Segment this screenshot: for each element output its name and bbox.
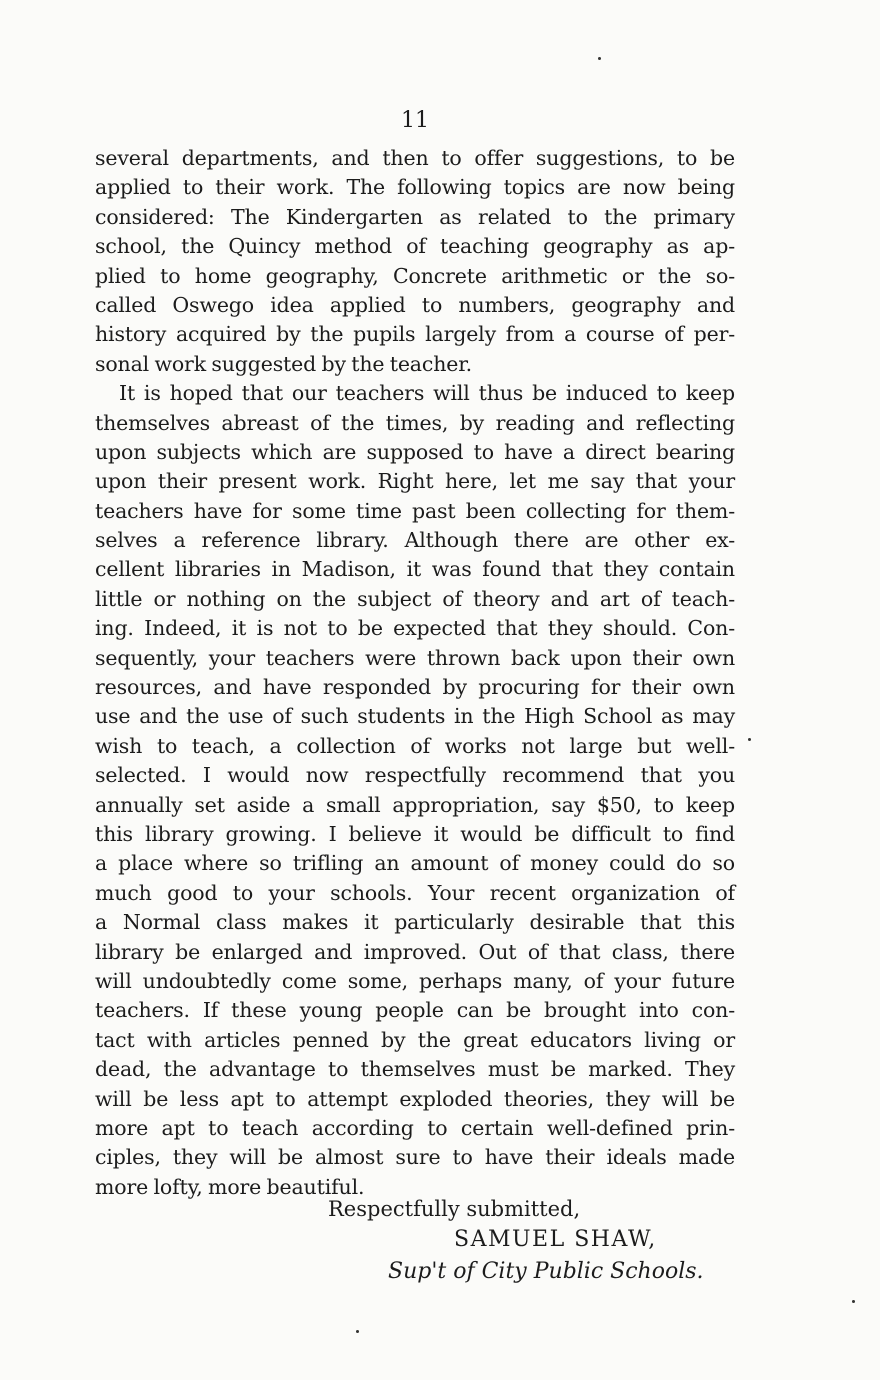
text-line: history acquired by the pupils largely from a course of per- bbox=[95, 322, 735, 347]
text-line: cellent libraries in Madison, it was found that they contain bbox=[95, 557, 735, 582]
body-text bbox=[95, 144, 735, 1202]
text-line: sonal work suggested by the teacher. bbox=[95, 351, 472, 376]
text-line: more lofty, more beautiful. bbox=[95, 1174, 365, 1199]
text-line: much good to your schools. Your recent organization of bbox=[95, 880, 735, 905]
scan-speck bbox=[852, 1300, 855, 1303]
text-line: themselves abreast of the times, by reading and reflecting bbox=[95, 410, 735, 435]
text-line: teachers have for some time past been collecting for them- bbox=[95, 498, 735, 523]
text-line: this library growing. I believe it would be difficult to find bbox=[95, 821, 735, 846]
text-line: upon subjects which are supposed to have a direct bearing bbox=[95, 439, 735, 464]
text-line: teachers. If these young people can be brought into con- bbox=[95, 998, 735, 1023]
closing-salutation: Respectfully submitted, bbox=[328, 1197, 581, 1221]
text-line: tact with articles penned by the great educators living or bbox=[95, 1027, 735, 1052]
text-line: dead, the advantage to themselves must be marked. They bbox=[95, 1057, 735, 1082]
text-line: school, the Quincy method of teaching geography as ap- bbox=[95, 234, 735, 259]
text-line: wish to teach, a collection of works not large but well- bbox=[95, 733, 735, 758]
text-line: resources, and have responded by procuring for their own bbox=[95, 675, 735, 700]
text-line: more apt to teach according to certain well-defined prin- bbox=[95, 1115, 735, 1140]
scan-speck bbox=[748, 738, 751, 741]
page-number: 11 bbox=[401, 108, 429, 133]
text-line: little or nothing on the subject of theory and art of teach- bbox=[95, 586, 735, 611]
text-line: ciples, they will be almost sure to have their ideals made bbox=[95, 1145, 735, 1170]
text-line: sequently, your teachers were thrown back upon their own bbox=[95, 645, 735, 670]
text-line: selected. I would now respectfully recommend that you bbox=[95, 763, 735, 788]
text-line: selves a reference library. Although there are other ex- bbox=[95, 528, 735, 553]
scan-speck bbox=[598, 57, 601, 60]
text-line: library be enlarged and improved. Out of that class, there bbox=[95, 939, 735, 964]
text-line: ing. Indeed, it is not to be expected that they should. Con- bbox=[95, 616, 735, 641]
text-line: a Normal class makes it particularly desirable that this bbox=[95, 910, 735, 935]
text-line: called Oswego idea applied to numbers, geography and bbox=[95, 292, 735, 317]
text-line: annually set aside a small appropriation, say $50, to keep bbox=[95, 792, 735, 817]
text-line: a place where so trifling an amount of money could do so bbox=[95, 851, 735, 876]
text-line: several departments, and then to offer suggestions, to be bbox=[95, 146, 735, 170]
signatory-name: SAMUEL SHAW, bbox=[454, 1227, 657, 1252]
text-line: plied to home geography, Concrete arithmetic or the so- bbox=[95, 263, 735, 288]
text-line: upon their present work. Right here, let me say that your bbox=[95, 469, 735, 494]
text-line: It is hoped that our teachers will thus be induced to keep bbox=[119, 381, 735, 406]
signatory-title: Sup't of City Public Schools. bbox=[388, 1259, 704, 1284]
text-line: use and the use of such students in the High School as may bbox=[95, 704, 735, 729]
text-line: considered: The Kindergarten as related to the primary bbox=[95, 204, 735, 229]
text-line: will be less apt to attempt exploded theories, they will be bbox=[95, 1086, 735, 1111]
scan-speck bbox=[356, 1330, 359, 1333]
text-line: applied to their work. The following topics are now being bbox=[95, 175, 735, 200]
text-line: will undoubtedly come some, perhaps many, of your future bbox=[95, 968, 735, 993]
